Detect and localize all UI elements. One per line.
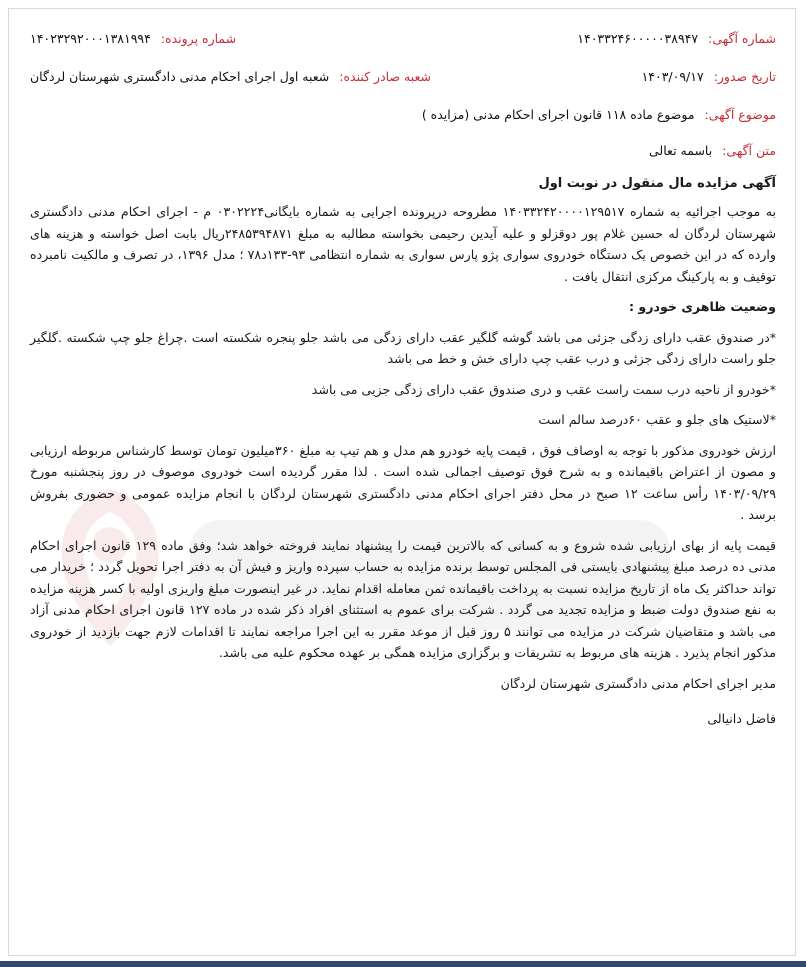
ad-number-label: شماره آگهی: [708, 31, 776, 46]
signature-title: مدیر اجرای احکام مدنی دادگستری شهرستان لردگان [500, 675, 776, 691]
header-row-2 [30, 66, 776, 88]
ad-number [577, 28, 776, 50]
case-number-label: شماره پرونده: [160, 31, 237, 46]
issue-date-label: تاریخ صدور: [713, 69, 776, 84]
subject-label: موضوع آگهی: [704, 107, 776, 122]
bottom-bar [0, 961, 806, 967]
signature-name: فاضل دانیالی [707, 711, 776, 726]
notice-body [30, 201, 776, 664]
text-label: متن آگهی: [722, 143, 776, 158]
issuer [30, 66, 431, 88]
condition-heading: وضعیت ظاهری خودرو : [629, 299, 776, 314]
condition-item: *لاستیک های جلو و عقب ۶۰درصد سالم است [538, 412, 776, 427]
paragraph-terms: قیمت پایه از بهای ارزیابی شده شروع و به کسانی که بالاترین قیمت را پیشنهاد نمایند فروخته خواهد شد؛ وفق ماده ۱۲۹ قانون اجرای احکام مدنی ده درصد مبلغ پیشنهادی بایستی فی المجلس توسط برنده مزایده به حساب سپرده واریز و فیش آن به دفتر اجرا تحویل گردد ؛ خریدار می تواند حداکثر یک ماه از تاریخ مزایده نسبت به پرداخت باقیمانده ثمن معامله اقدام نماید. در غیر اینصورت مبلغ واریزی اولیه با کسر هزینه مزایده به نفع صندوق دولت ضبط و مزایده تجدید می گردد . شرکت برای عموم به استثنای افراد ذکر شده در ماده ۱۲۷ قانون اجرای احکام مدنی آزاد می باشد و متقاضیان شرکت در مزایده می توانند ۵ روز قبل از موعد مقرر به این اجرا مراجعه نمایند تا اقدامات لازم جهت بازدید از خودروی مذکور انجام پذیرد . هزینه های مربوط به تشریفات و برگزاری مزایده همگی بر عهده محکوم علیه می باشد. [30, 537, 776, 660]
subject-value: موضوع ماده ۱۱۸ قانون اجرای احکام مدنی (مزایده ) [421, 107, 695, 122]
condition-item: *در صندوق عقب دارای زدگی جزئی می باشد گوشه گلگیر عقب دارای زدگی می باشد جلو پنجره شکسته است .چراغ جلو چپ شکسته .گلگیر جلو راست دارای زدگی جزئی و درب عقب چپ دارای خش و خط می باشد [30, 329, 776, 366]
header-row-1 [30, 28, 776, 50]
issue-date-value: ۱۴۰۳/۰۹/۱۷ [641, 69, 704, 84]
signature-block [30, 673, 776, 730]
issuer-label: شعبه صادر کننده: [339, 69, 432, 84]
subject-line [30, 104, 776, 126]
ad-number-value: ۱۴۰۳۳۲۴۶۰۰۰۰۰۳۸۹۴۷ [577, 31, 699, 46]
case-number-value: ۱۴۰۲۳۲۹۲۰۰۰۱۳۸۱۹۹۴ [30, 31, 151, 46]
paragraph-valuation: ارزش خودروی مذکور با توجه به اوصاف فوق ، قیمت پایه خودرو هم مدل و هم تیپ به مبلغ ۳۶۰میلیون تومان توسط کارشناس مربوطه ارزیابی و مصون از اعتراض باقیمانده و به شرح فوق توصیف اجمالی شده است . لذا مقرر گردیده است خودروی موصوف در روز پنجشنبه مورخ ۱۴۰۳/۰۹/۲۹ رأس ساعت ۱۲ صبح در محل دفتر اجرای احکام مدنی دادگستری شهرستان لردگان با انجام مزایده عمومی و حضوری بفروش برسد . [30, 442, 776, 522]
notice-title: آگهی مزایده مال منقول در نوبت اول [538, 176, 776, 191]
case-number [30, 28, 236, 50]
text-label-value: باسمه تعالی [649, 143, 713, 158]
text-label-line [30, 140, 776, 162]
issue-date [642, 66, 776, 88]
issuer-value: شعبه اول اجرای احکام مدنی دادگستری شهرستان لردگان [30, 69, 330, 84]
paragraph-execution-order: به موجب اجرائیه به شماره ۱۴۰۳۳۲۴۲۰۰۰۰۱۲۹۵۱۷ مطروحه درپرونده اجرایی به شماره بایگانی۰۳۰۲۲۲۴ م - اجرای احکام مدنی دادگستری شهرستان لردگان له حسین غلام پور دوقزلو و علیه آیدین رحیمی بخواسته مطالبه به مبلغ ۲۴۸۵۳۹۴۸۷۱ریال بابت اصل خواسته و هزینه های وارده که در این خصوص یک دستگاه خودروی سواری پژو پارس سواری به شماره انتظامی ۹۳-۱۳۳د۷۸ ؛ مدل ۱۳۹۶، در تصرف و مالکیت نامبرده توقیف و به پارکینگ مرکزی انتقال یافت . [30, 204, 777, 284]
condition-item: *خودرو از ناحیه درب سمت راست عقب و دری صندوق عقب دارای زدگی جزیی می باشد [311, 381, 776, 397]
notice-document [30, 28, 776, 744]
